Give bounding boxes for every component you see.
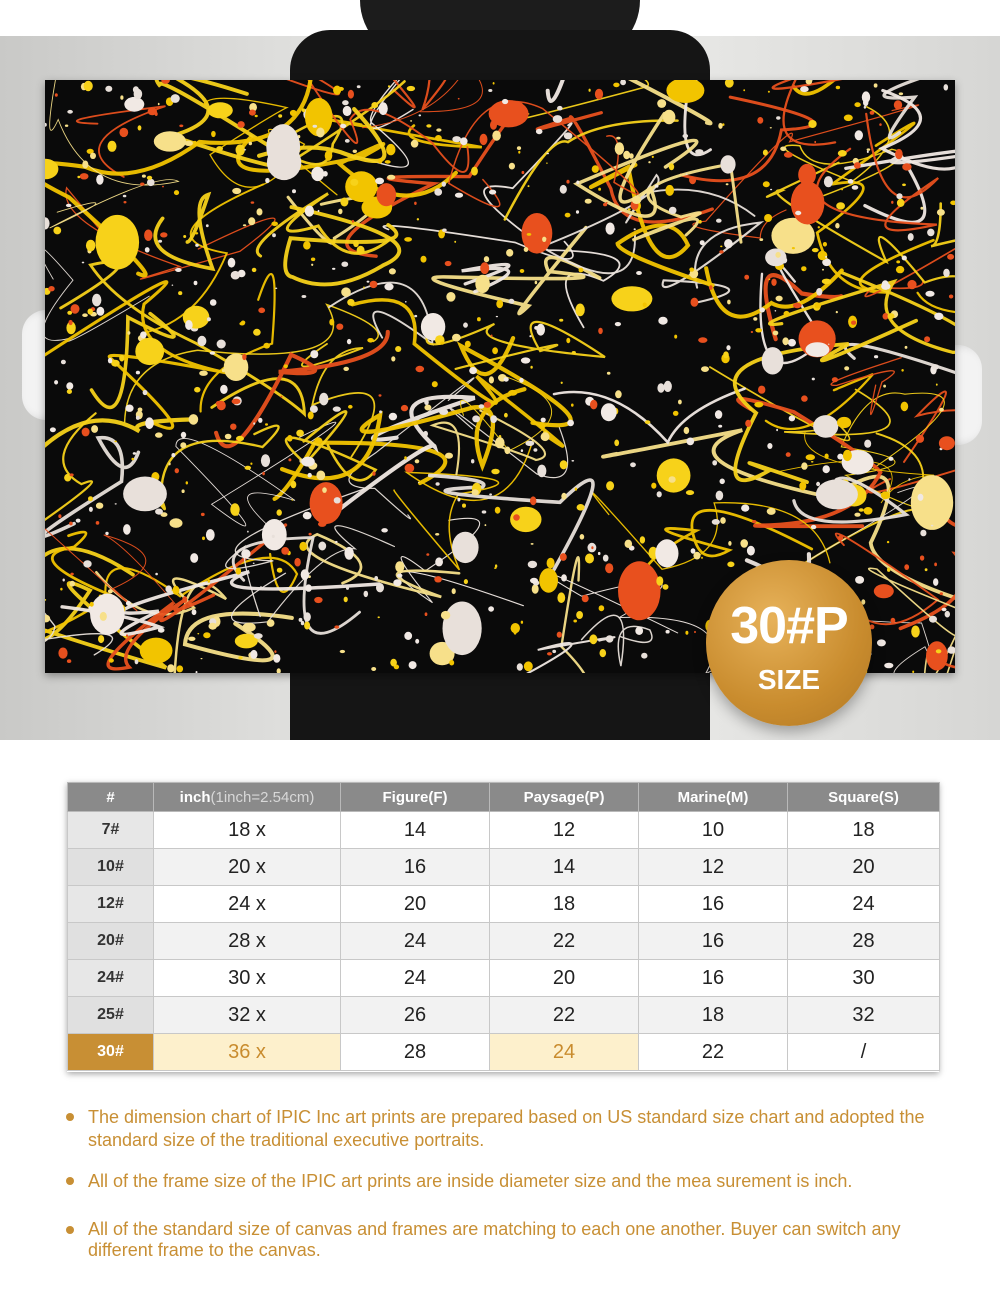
cell-paysage-highlighted: 24 (490, 1034, 639, 1071)
table-row (68, 849, 940, 886)
header-number: # (68, 783, 154, 812)
bullet-dot-icon (66, 1113, 74, 1121)
row-size: 24# (68, 960, 154, 997)
header-inch-unit: (1inch=2.54cm) (210, 788, 315, 806)
header-square: Square(S) (788, 783, 940, 812)
cell-figure: 24 (341, 960, 490, 997)
note-text: All of the frame size of the IPIC art prints are inside diameter size and the mea surement is inch. (88, 1171, 853, 1191)
cell-square: 20 (788, 849, 940, 886)
cell-marine: 12 (639, 849, 788, 886)
cell-figure: 28 (341, 1034, 490, 1071)
cell-marine: 18 (639, 997, 788, 1034)
header-inch (154, 783, 341, 812)
note-item (64, 1170, 944, 1193)
header-figure: Figure(F) (341, 783, 490, 812)
cell-paysage: 18 (490, 886, 639, 923)
cell-figure: 24 (341, 923, 490, 960)
row-size: 7# (68, 812, 154, 849)
table-row (68, 960, 940, 997)
cell-square: 32 (788, 997, 940, 1034)
cell-inch: 32 x (154, 997, 341, 1034)
cell-marine: 22 (639, 1034, 788, 1071)
size-badge-sub: SIZE (757, 664, 821, 695)
cell-square: / (788, 1034, 940, 1071)
header-paysage: Paysage(P) (490, 783, 639, 812)
header-marine: Marine(M) (639, 783, 788, 812)
row-size: 20# (68, 923, 154, 960)
size-chart-table (67, 782, 939, 1072)
row-size: 12# (68, 886, 154, 923)
cell-paysage: 22 (490, 923, 639, 960)
cell-marine: 10 (639, 812, 788, 849)
cell-inch-highlighted: 36 x (154, 1034, 341, 1071)
cell-inch: 20 x (154, 849, 341, 886)
note-item (64, 1219, 944, 1261)
bullet-dot-icon (66, 1226, 74, 1234)
cell-square: 30 (788, 960, 940, 997)
row-size: 25# (68, 997, 154, 1034)
header-inch-label: inch (179, 788, 211, 806)
size-badge-main: 30#P (730, 597, 848, 655)
cell-marine: 16 (639, 960, 788, 997)
bullet-dot-icon (66, 1177, 74, 1185)
cell-inch: 28 x (154, 923, 341, 960)
cell-inch: 18 x (154, 812, 341, 849)
cell-paysage: 20 (490, 960, 639, 997)
cell-paysage: 22 (490, 997, 639, 1034)
cell-paysage: 14 (490, 849, 639, 886)
cell-inch: 24 x (154, 886, 341, 923)
cell-figure: 20 (341, 886, 490, 923)
table-row (68, 923, 940, 960)
cell-marine: 16 (639, 886, 788, 923)
table-row-highlighted (68, 1034, 940, 1071)
cell-inch: 30 x (154, 960, 341, 997)
table-row (68, 812, 940, 849)
row-size: 30# (68, 1034, 154, 1071)
note-text: All of the standard size of canvas and frames are matching to each one another. Buyer can switch any different frame to the canvas. (88, 1219, 901, 1260)
row-size: 10# (68, 849, 154, 886)
note-item (64, 1106, 944, 1152)
cell-figure: 16 (341, 849, 490, 886)
table-header-row (68, 783, 940, 812)
cell-square: 18 (788, 812, 940, 849)
cell-square: 24 (788, 886, 940, 923)
table-row (68, 886, 940, 923)
cell-square: 28 (788, 923, 940, 960)
size-badge (706, 560, 872, 726)
cell-figure: 26 (341, 997, 490, 1034)
note-text: The dimension chart of IPIC Inc art prints are prepared based on US standard size chart and adopted the standard size of the traditional executive portraits. (88, 1107, 925, 1150)
table-row (68, 997, 940, 1034)
cell-paysage: 12 (490, 812, 639, 849)
notes-list (64, 1106, 944, 1277)
cell-marine: 16 (639, 923, 788, 960)
cell-figure: 14 (341, 812, 490, 849)
